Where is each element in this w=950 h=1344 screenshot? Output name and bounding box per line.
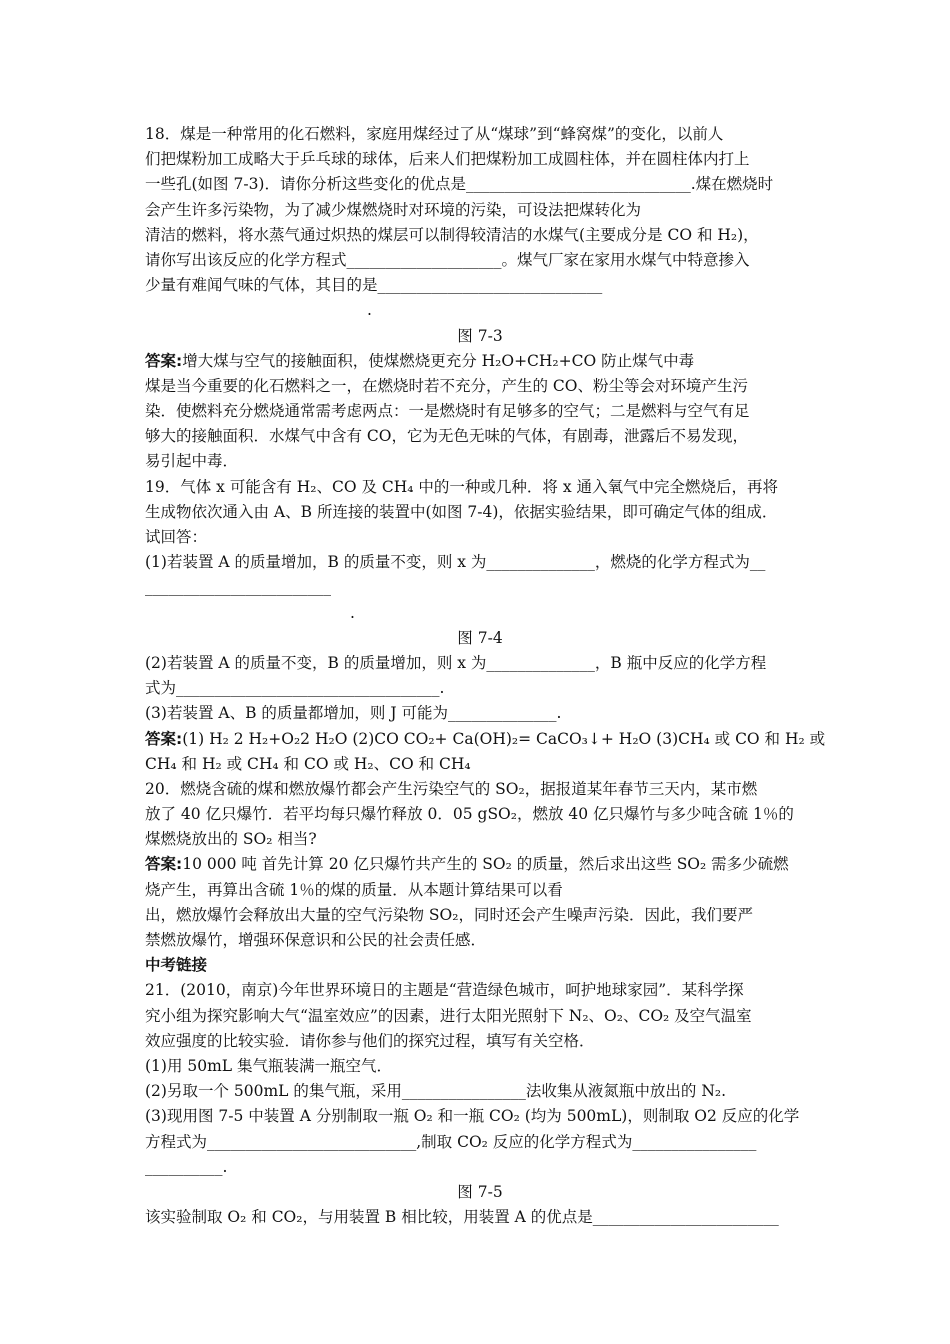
figure-7-4-caption: 图 7-4 [457, 628, 503, 647]
document-page [145, 122, 826, 1230]
q18-answer-line-4: 够大的接触面积．水煤气中含有 CO，它为无色无味的气体，有剧毒，泄露后不易发现， [145, 427, 748, 446]
q21-line-6: (3)现用图 7-5 中装置 A 分别制取一瓶 O₂ 和一瓶 CO₂ (均为 500mL)，则制取 O2 反应的化学 [145, 1107, 800, 1126]
q21-line-7: 方程式为___________________________,制取 CO₂ 反应的化学方程式为________________ [145, 1132, 757, 1151]
q21-line-5: (2)另取一个 500mL 的集气瓶，采用________________法收集从液氮瓶中放出的 N₂. [145, 1082, 727, 1101]
question-19 [145, 475, 826, 777]
q18-answer-line-3: 染．使燃料充分燃烧通常需考虑两点：一是燃烧时有足够多的空气；二是燃料与空气有足 [145, 402, 750, 421]
q18-line-5: 清洁的燃料，将水蒸气通过炽热的煤层可以制得较清洁的水煤气(主要成分是 CO 和 H₂)， [145, 225, 759, 244]
question-18 [145, 122, 815, 475]
answer-text: 10 000 吨 首先计算 20 亿只爆竹共产生的 SO₂ 的质量，然后求出这些 SO₂ 需多少硫燃 [182, 855, 789, 874]
q18-answer-line-5: 易引起中毒． [145, 452, 239, 471]
q20-line-3: 煤燃烧放出的 SO₂ 相当? [145, 830, 317, 849]
q19-dot: . [350, 603, 355, 622]
q21-last-line: 该实验制取 O₂ 和 CO₂，与用装置 B 相比较，用装置 A 的优点是________________________ [145, 1208, 779, 1227]
q20-line-2: 放了 40 亿只爆竹．若平均每只爆竹释放 0．05 gSO₂，燃放 40 亿只爆竹与多少吨含硫 1％的 [145, 805, 794, 824]
q21-line-1: 21．(2010，南京)今年世界环境日的主题是“营造绿色城市，呵护地球家园”．某科学探 [145, 981, 744, 1000]
q20-answer-line-4: 禁燃放爆竹，增强环保意识和公民的社会责任感． [145, 931, 487, 949]
q18-line-4: 会产生许多污染物，为了减少煤燃烧时对环境的污染，可设法把煤转化为 [145, 200, 642, 219]
question-20 [145, 777, 815, 953]
q19-line-8: (3)若装置 A、B 的质量都增加，则 J 可能为______________. [145, 704, 562, 723]
q21-line-3: 效应强度的比较实验．请你参与他们的探究过程，填写有关空格． [145, 1031, 595, 1050]
figure-7-3-caption: 图 7-3 [457, 326, 503, 345]
q19-line-4: (1)若装置 A 的质量增加，B 的质量不变，则 x 为______________，燃烧的化学方程式为__ [145, 553, 766, 572]
answer-label: 答案: [145, 729, 183, 748]
answer-text: 增大煤与空气的接触面积，使煤燃烧更充分 H₂O+CH₂+CO 防止煤气中毒 [182, 351, 695, 370]
q21-line-4: (1)用 50mL 集气瓶装满一瓶空气． [145, 1056, 393, 1075]
q20-answer-line-1 [145, 852, 815, 877]
q20-answer-line-2: 烧产生，再算出含硫 1％的煤的质量．从本题计算结果可以看 [145, 880, 563, 899]
q19-line-6: (2)若装置 A 的质量不变，B 的质量增加，则 x 为______________，B 瓶中反应的化学方程 [145, 653, 767, 672]
answer-label: 答案: [145, 855, 183, 874]
answer-label: 答案: [145, 351, 183, 370]
q19-line-7: 式为__________________________________. [145, 679, 445, 698]
q20-line-1: 20．燃烧含硫的煤和燃放爆竹都会产生污染空气的 SO₂，据报道某年春节三天内，某市燃 [145, 779, 758, 798]
q19-answer-line-2: CH₄ 和 H₂ 或 CH₄ 和 CO 或 H₂、CO 和 CH₄ [145, 754, 471, 773]
q18-answer-line-1 [145, 349, 815, 374]
q19-line-1: 19．气体 x 可能含有 H₂、CO 及 CH₄ 中的一种或几种．将 x 通入氧气中完全燃烧后，再将 [145, 477, 779, 496]
q19-answer-line-1 [145, 727, 826, 752]
q21-line-8: __________. [145, 1157, 228, 1176]
q21-line-2: 究小组为探究影响大气“温室效应”的因素，进行太阳光照射下 N₂、O₂、CO₂ 及空气温室 [145, 1006, 752, 1025]
q18-line-6: 请你写出该反应的化学方程式____________________。煤气厂家在家用水煤气中特意掺入 [145, 250, 750, 269]
answer-text: (1) H₂ 2 H₂+O₂2 H₂O (2)CO CO₂+ Ca(OH)₂= CaCO₃↓+ H₂O (3)CH₄ 或 CO 和 H₂ 或 [182, 729, 826, 748]
q19-line-3: 试回答： [145, 528, 208, 546]
q19-line-2: 生成物依次通入由 A、B 所连接的装置中(如图 7-4)，依据实验结果，即可确定气体的组成． [145, 502, 778, 521]
q18-answer-line-2: 煤是当今重要的化石燃料之一，在燃烧时若不充分，产生的 CO、粉尘等会对环境产生污 [145, 376, 748, 395]
q18-line-7: 少量有难闻气味的气体，其目的是_____________________________ [145, 276, 603, 295]
q20-answer-line-3: 出，燃放爆竹会释放出大量的空气污染物 SO₂，同时还会产生噪声污染．因此，我们要严 [145, 905, 753, 924]
q18-line-2: 们把煤粉加工成略大于乒乓球的球体，后来人们把煤粉加工成圆柱体，并在圆柱体内打上 [145, 150, 750, 169]
q18-dot: . [367, 301, 372, 320]
q18-line-1: 18．煤是一种常用的化石燃料，家庭用煤经过了从“煤球”到“蜂窝煤”的变化，以前人 [145, 125, 724, 143]
question-21 [145, 978, 815, 1230]
q18-line-3: 一些孔(如图 7-3)．请你分析这些变化的优点是_____________________________.煤在燃烧时 [145, 175, 774, 194]
section-title: 中考链接 [145, 956, 208, 975]
figure-7-5-caption: 图 7-5 [457, 1182, 503, 1201]
q19-line-5: ________________________ [145, 578, 331, 597]
